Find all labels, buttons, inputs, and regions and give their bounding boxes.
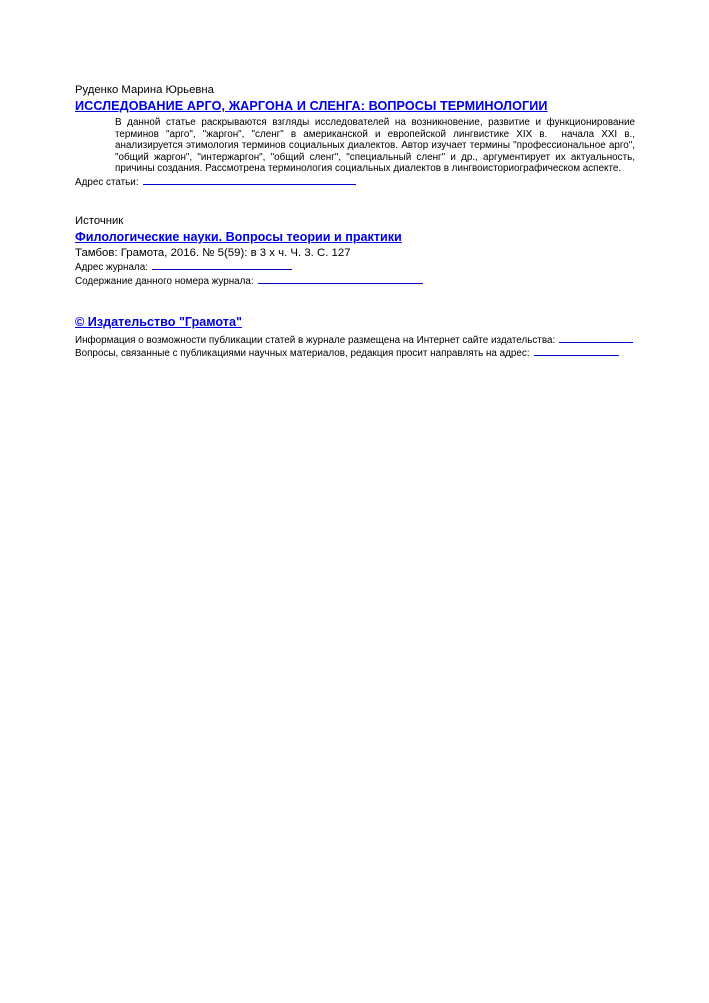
article-record xyxy=(75,84,635,360)
author-name: Руденко Марина Юрьевна xyxy=(75,84,214,96)
issue-contents-row xyxy=(75,275,635,288)
issue-contents-label: Содержание данного номера журнала: xyxy=(75,276,254,288)
publisher-copyright-link[interactable]: © Издательство "Грамота" xyxy=(75,315,242,330)
article-title-row xyxy=(75,97,635,115)
journal-title-row xyxy=(75,228,635,246)
publisher-row xyxy=(75,313,635,331)
article-abstract: В данной статье раскрываются взгляды исследователей на возникновение, развитие и функционирование терминов "арго", "жаргон", "сленг" в американской и европейской лингвистике XIX в. начала XXI в., анализируется этимология терминов социальных диалектов. Автор изучает термины "профессиональное арго", "общий жаргон", "интержаргон", "общий сленг", "специальный сленг" и др., аргументирует их актуальность, причины создания. Рассмотрена терминология социальных диалектов в лингвоисториографическом аспекте. xyxy=(115,117,635,175)
journal-address-label: Адрес журнала: xyxy=(75,262,148,274)
publisher-section xyxy=(75,313,635,360)
article-address-row xyxy=(75,176,635,189)
journal-title-link[interactable]: Филологические науки. Вопросы теории и практики xyxy=(75,229,402,244)
article-address-label: Адрес статьи: xyxy=(75,176,139,188)
publisher-site-link-blank[interactable] xyxy=(559,334,633,343)
source-section xyxy=(75,215,635,289)
publisher-site-info-label: Информация о возможности публикации статей в журнале размещена на Интернет сайте издательства: xyxy=(75,335,556,347)
article-title-link[interactable]: ИССЛЕДОВАНИЕ АРГО, ЖАРГОНА И СЛЕНГА: ВОПРОСЫ ТЕРМИНОЛОГИИ xyxy=(75,99,548,113)
journal-imprint: Тамбов: Грамота, 2016. № 5(59): в 3 х ч. Ч. 3. С. 127 xyxy=(75,247,351,260)
publisher-site-row xyxy=(75,334,635,347)
source-heading: Источник xyxy=(75,214,124,227)
article-address-link-blank[interactable] xyxy=(143,176,356,185)
publisher-questions-label: Вопросы, связанные с публикациями научных материалов, редакция просит направлять на адрес: xyxy=(75,348,530,360)
publisher-questions-row xyxy=(75,347,635,360)
journal-address-row xyxy=(75,261,635,274)
publisher-mail-link-blank[interactable] xyxy=(534,347,619,356)
journal-address-link-blank[interactable] xyxy=(152,261,292,270)
issue-contents-link-blank[interactable] xyxy=(258,275,423,284)
